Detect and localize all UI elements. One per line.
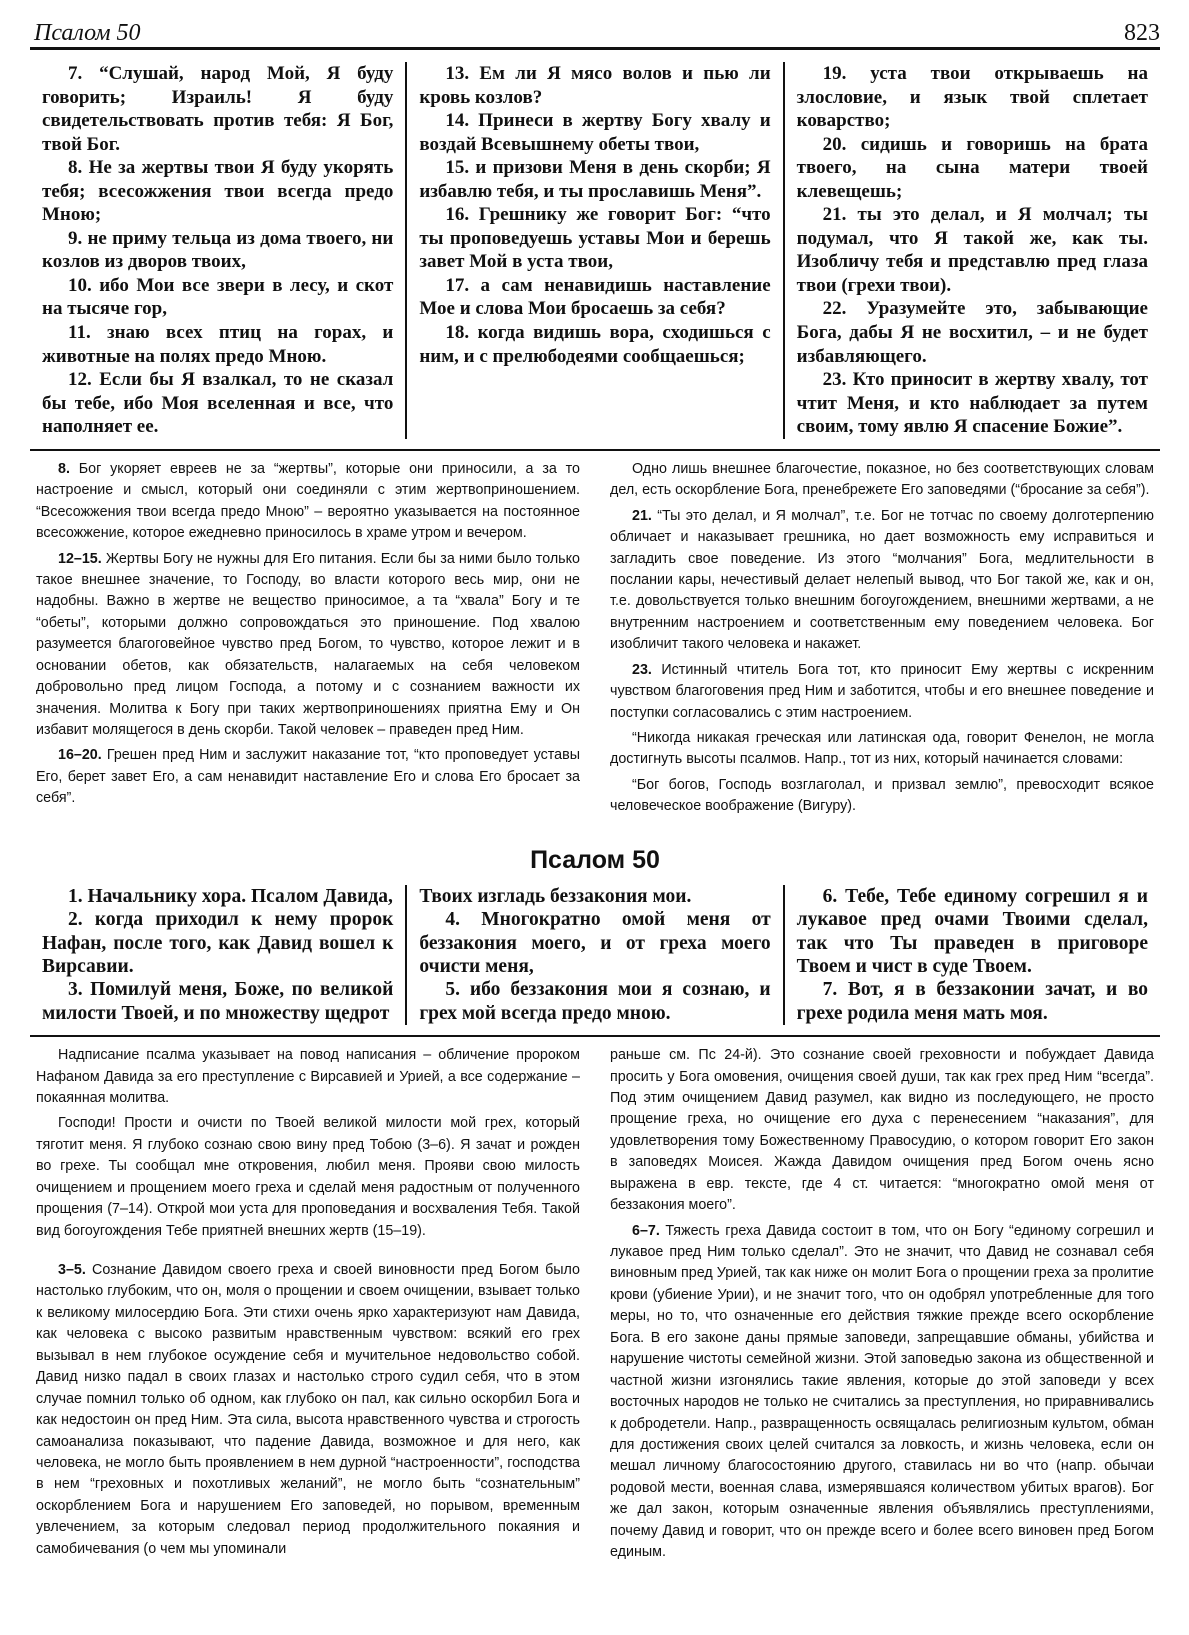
commentary-paragraph bbox=[36, 1113, 580, 1242]
commentary-text: “Бог богов, Господь возглаголал, и призвал землю”, превосходит всякое человеческое воображение (Вигуру). bbox=[610, 776, 1154, 815]
verse-ref: 12–15. bbox=[58, 550, 102, 567]
commentary-column-right bbox=[610, 1045, 1154, 1568]
commentary-text: “Никогда никакая греческая или латинская ода, говорит Фенелон, не могла достигнуть высоты псалмов. Напр., тот из них, который начинается словами: bbox=[610, 730, 1154, 768]
verse: 13. Ем ли Я мясо волов и пью ли кровь козлов? bbox=[419, 63, 771, 108]
page-header bbox=[30, 14, 1160, 52]
commentary-text: Господи! Прости и очисти по Твоей великой милости мой грех, который тяготит меня. Я глубоко сознаю свою вину пред Тобою (3–6). Я зачат и рожден во грехе. Ты сообщал мне откровения, любил меня. Прояви свою милость очищением и прощением моего греха и сделай меня радостным от полученного прощения (7–14). Открой мои уста для проповедания и восхваления Тебя. Такой вид богоугождения Тебе приятней внешних жертв (15–19). bbox=[36, 1115, 580, 1239]
commentary-paragraph bbox=[610, 506, 1154, 656]
commentary-paragraph bbox=[610, 459, 1154, 502]
verse-ref: 3–5. bbox=[58, 1262, 86, 1279]
verse: 19. уста твои открываешь на злословие, и язык твой сплетает коварство; bbox=[796, 63, 1148, 132]
book-page bbox=[30, 14, 1160, 1568]
commentary-text: Тяжесть греха Давида состоит в том, что он Богу “единому согрешил и лукавое пред Ним только сделал”. Это не значит, что Давид не сознавал себя виновным пред Урией, так как ниже он молит Бога о прощении греха за пролитие крови (убиение Урии), и не значит того, что он одобрял употребленные для того меры, но то, что означенные его действия тяжкие прежде всего оскорбление Бога. В его законе даны прямые заповеди, запрещавшие обманы, убийства и нарушение чистоты семейной жизни. Этой заповедью закона из общественной и частной жизни изгонялись такие явления, которые до этой заповеди у всех восточных народов не только не считались за преступления, но приравнивались к добродетели. Напр., развращенность освящалась религиозным культом, обман для достижения своих целей считался за ловкость, и жизнь человека, если он мешал личному благосостоянию другого, ставилась ни во что (напр. обычаи родовой мести, военная слава, измерявшаяся количеством убитых врагов). Бог же дал закон, которым означенные явления объявлялись преступлениями, почему Давид и говорит, что он прежде всего и более всего виновен пред Богом единым. bbox=[610, 1222, 1154, 1561]
verse: 7. Вот, я в беззаконии зачат, и во грехе родила меня мать моя. bbox=[796, 979, 1148, 1024]
commentary-psalm49 bbox=[30, 459, 1160, 822]
commentary-paragraph bbox=[36, 459, 580, 545]
verse-ref: 8. bbox=[58, 460, 70, 477]
verse-column-2 bbox=[405, 62, 782, 439]
verse-ref: 6–7. bbox=[632, 1222, 660, 1239]
commentary-paragraph bbox=[610, 1221, 1154, 1564]
psalm50-verses bbox=[30, 885, 1160, 1025]
verse: 10. ибо Мои все звери в лесу, и скот на тысяче гор, bbox=[42, 274, 394, 320]
commentary-paragraph bbox=[610, 728, 1154, 771]
verse: 11. знаю всех птиц на горах, и животные на полях предо Мною. bbox=[42, 322, 394, 367]
commentary-text: Одно лишь внешнее благочестие, показное, но без соответствующих словам дел, есть оскорбление Бога, пренебрежете Его заповедями (“бросание за себя”). bbox=[610, 460, 1154, 499]
verse: 22. Уразумейте это, забывающие Бога, дабы Я не восхитил, – и не будет избавляющего. bbox=[796, 298, 1148, 367]
verse-ref: 16–20. bbox=[58, 747, 102, 764]
verse-column-2 bbox=[405, 885, 782, 1025]
verse-column-1 bbox=[30, 62, 405, 439]
page-number: 823 bbox=[1124, 20, 1160, 46]
verse: 21. ты это делал, и Я молчал; ты подумал, что Я такой же, как ты. Изобличу тебя и представлю пред глаза твои (грехи твои). bbox=[796, 204, 1148, 296]
verse: 20. сидишь и говоришь на брата твоего, на сына матери твоей клевещешь; bbox=[796, 133, 1148, 202]
commentary-paragraph bbox=[36, 745, 580, 809]
section-divider bbox=[30, 449, 1160, 451]
commentary-paragraph bbox=[610, 775, 1154, 818]
verse: 1. Начальнику хора. Псалом Давида, bbox=[68, 885, 393, 907]
verse: 5. ибо беззакония мои я сознаю, и грех мой всегда предо мною. bbox=[419, 979, 771, 1024]
verse: 2. когда приходил к нему пророк Нафан, после того, как Давид вошел к Вирсавии. bbox=[42, 909, 394, 977]
verse-ref: 23. bbox=[632, 661, 652, 678]
commentary-text: Грешен пред Ним и заслужит наказание тот, “кто проповедует уставы Его, берет завет Его, а сам ненавидит наставление Его и слова Его бросает за себя”. bbox=[36, 747, 580, 807]
verse: 7. “Слушай, народ Мой, Я буду говорить; Израиль! Я буду свидетельствовать против тебя: Я Бог, твой Бог. bbox=[42, 63, 394, 155]
commentary-text: Надписание псалма указывает на повод написания – обличение пророком Нафаном Давида за его преступление с Вирсавией и Урией, а все содержание – покаянная молитва. bbox=[36, 1047, 580, 1106]
commentary-text: Бог укоряет евреев не за “жертвы”, которые они приносили, а за то настроение и смысл, который они соединяли с этим жертвоприношением. “Всесожжения твои всегда предо Мною” – вероятно указывается на постоянное всесожжение, которое ежедневно приносилось в храме утром и вечером. bbox=[36, 460, 580, 542]
commentary-text: “Ты это делал, и Я молчал”, т.е. Бог не тотчас по своему долготерпению обличает и наказывает грешника, но дает возможность ему исправиться и загладить свое поведение. Из этого “молчания” Бога, медлительности в послании кары, нечестивый делает нелепый вывод, что Бог такой же, как и он, т.е. довольствуется только внешним богоугождением, внешними жертвами, а не внутренним настроением и соответственным ему поведением человека. Бог изобличит такого человека и накажет. bbox=[610, 507, 1154, 653]
verse-column-3 bbox=[783, 62, 1160, 439]
verse: 16. Грешнику же говорит Бог: “что ты проповедуешь уставы Мои и берешь завет Мой в уста твои, bbox=[419, 204, 771, 273]
verse: 23. Кто приносит в жертву хвалу, тот чтит Меня, и кто наблюдает за путем своим, тому явлю Я спасение Божие”. bbox=[796, 369, 1148, 438]
verse: 14. Принеси в жертву Богу хвалу и воздай Всевышнему обеты твои, bbox=[419, 110, 771, 155]
commentary-column-left bbox=[36, 459, 580, 822]
verse: 4. Многократно омой меня от беззакония моего, и от греха моего очисти меня, bbox=[419, 909, 771, 977]
commentary-paragraph bbox=[610, 1045, 1154, 1217]
commentary-psalm50 bbox=[30, 1045, 1160, 1568]
verse: 17. а сам ненавидишь наставление Мое и слова Мои бросаешь за себя? bbox=[419, 274, 771, 320]
verse-column-3 bbox=[783, 885, 1160, 1025]
header-rule bbox=[30, 47, 1160, 50]
commentary-column-right bbox=[610, 459, 1154, 822]
commentary-paragraph bbox=[36, 1045, 580, 1109]
commentary-paragraph bbox=[36, 1260, 580, 1560]
psalm49-verses bbox=[30, 62, 1160, 439]
verse: 15. и призови Меня в день скорби; Я избавлю тебя, и ты прославишь Меня”. bbox=[419, 157, 771, 202]
commentary-column-left bbox=[36, 1045, 580, 1568]
verse: 18. когда видишь вора, сходишься с ним, и с прелюбодеями сообщаешься; bbox=[419, 322, 771, 367]
commentary-text: Истинный чтитель Бога тот, кто приносит Ему жертвы с искренним чувством благоговения пред Ним и заботится, чтобы и его внешнее поведение и поступки согласовались с этим настроением. bbox=[610, 661, 1154, 721]
verse: 8. Не за жертвы твои Я буду укорять тебя; всесожжения твои всегда предо Мною; bbox=[42, 157, 394, 226]
running-title: Псалом 50 bbox=[34, 20, 141, 46]
verse: Твоих изгладь беззакония мои. bbox=[419, 885, 692, 907]
commentary-text: Жертвы Богу не нужны для Его питания. Если бы за ними было только такое внешнее значение, то Господу, во власти которого весь мир, они не надобны. Важно в жертве не вещество приносимое, а та “хвала” Богу и те “обеты”, которыми должно сопровождаться это приношение. Под хвалою разумеется благоговейное чувство пред Богом, то чувство, которое лежит и в основании обетов, как обязательств, налагаемых на себя человеком добровольно пред лицом Господа, а потому и с сознанием важности их значения. Молитва к Богу при таких жертвоприношениях приятна Ему и Он избавит молящегося в день скорби. Такой человек – праведен пред Ним. bbox=[36, 550, 580, 738]
verse-ref: 21. bbox=[632, 507, 652, 524]
commentary-paragraph bbox=[36, 549, 580, 742]
commentary-paragraph bbox=[610, 660, 1154, 724]
section-divider bbox=[30, 1035, 1160, 1037]
verse: 12. Если бы Я взалкал, то не сказал бы тебе, ибо Моя вселенная и все, что наполняет ее. bbox=[42, 369, 394, 438]
commentary-text: Сознание Давидом своего греха и своей виновности пред Богом было настолько глубоким, что он, моля о прощении и своем очищении, взывает только к великому милосердию Бога. Эти стихи очень ярко характеризуют нам Давида, как человека с высоко развитым нравственным чувством: всякий его грех вызывал в нем глубокое осуждение себя и мучительное недовольство собой. Давид низко падал в своих глазах и настолько строго судил себя, что в этом случае помнил только об одном, как глубоко он пал, как сильно оскорбил Бога и как недостоин он пред Ним. Эта сила, высота нравственного чувства и строгость самоанализа показывают, что падение Давида, возможное и для него, как человека, не могло быть проявлением в нем дурной “настроенности”, господства в нем “греховных и похотливых желаний”, не могло быть “сознательным” оскорблением Бога и нарушением Его заповедей, но порывом, временным увлечением, за которым следовал период продолжительного покаяния и самобичевания (о чем мы упоминали bbox=[36, 1262, 580, 1557]
commentary-text: раньше см. Пс 24-й). Это сознание своей греховности и побуждает Давида просить у Бога омовения, очищения своей души, так как грех пред Ним “всегда”. Под этим очищением Давид разумел, как видно из последующего, не просто прощение греха, но очищение его духа с перенесением “наказания”, для удовлетворения тому Божественному Правосудию, о котором говорит Его закон в заповедях Моисея. Жажда Давидом очищения пред Богом очень ясно выражена в евр. тексте, где 4 ст. читается: “многократно омой меня от беззакония моего”. bbox=[610, 1047, 1154, 1214]
verse: 3. Помилуй меня, Боже, по великой милости Твоей, и по множеству щедрот bbox=[42, 979, 394, 1024]
verse-column-1 bbox=[30, 885, 405, 1025]
verse: 9. не приму тельца из дома твоего, ни козлов из дворов твоих, bbox=[42, 227, 394, 273]
section-title: Псалом 50 bbox=[530, 845, 660, 874]
verse: 6. Тебе, Тебе единому согрешил я и лукавое пред очами Твоими сделал, так что Ты праведен в приговоре Твоем и чист в суде Твоем. bbox=[796, 885, 1148, 977]
